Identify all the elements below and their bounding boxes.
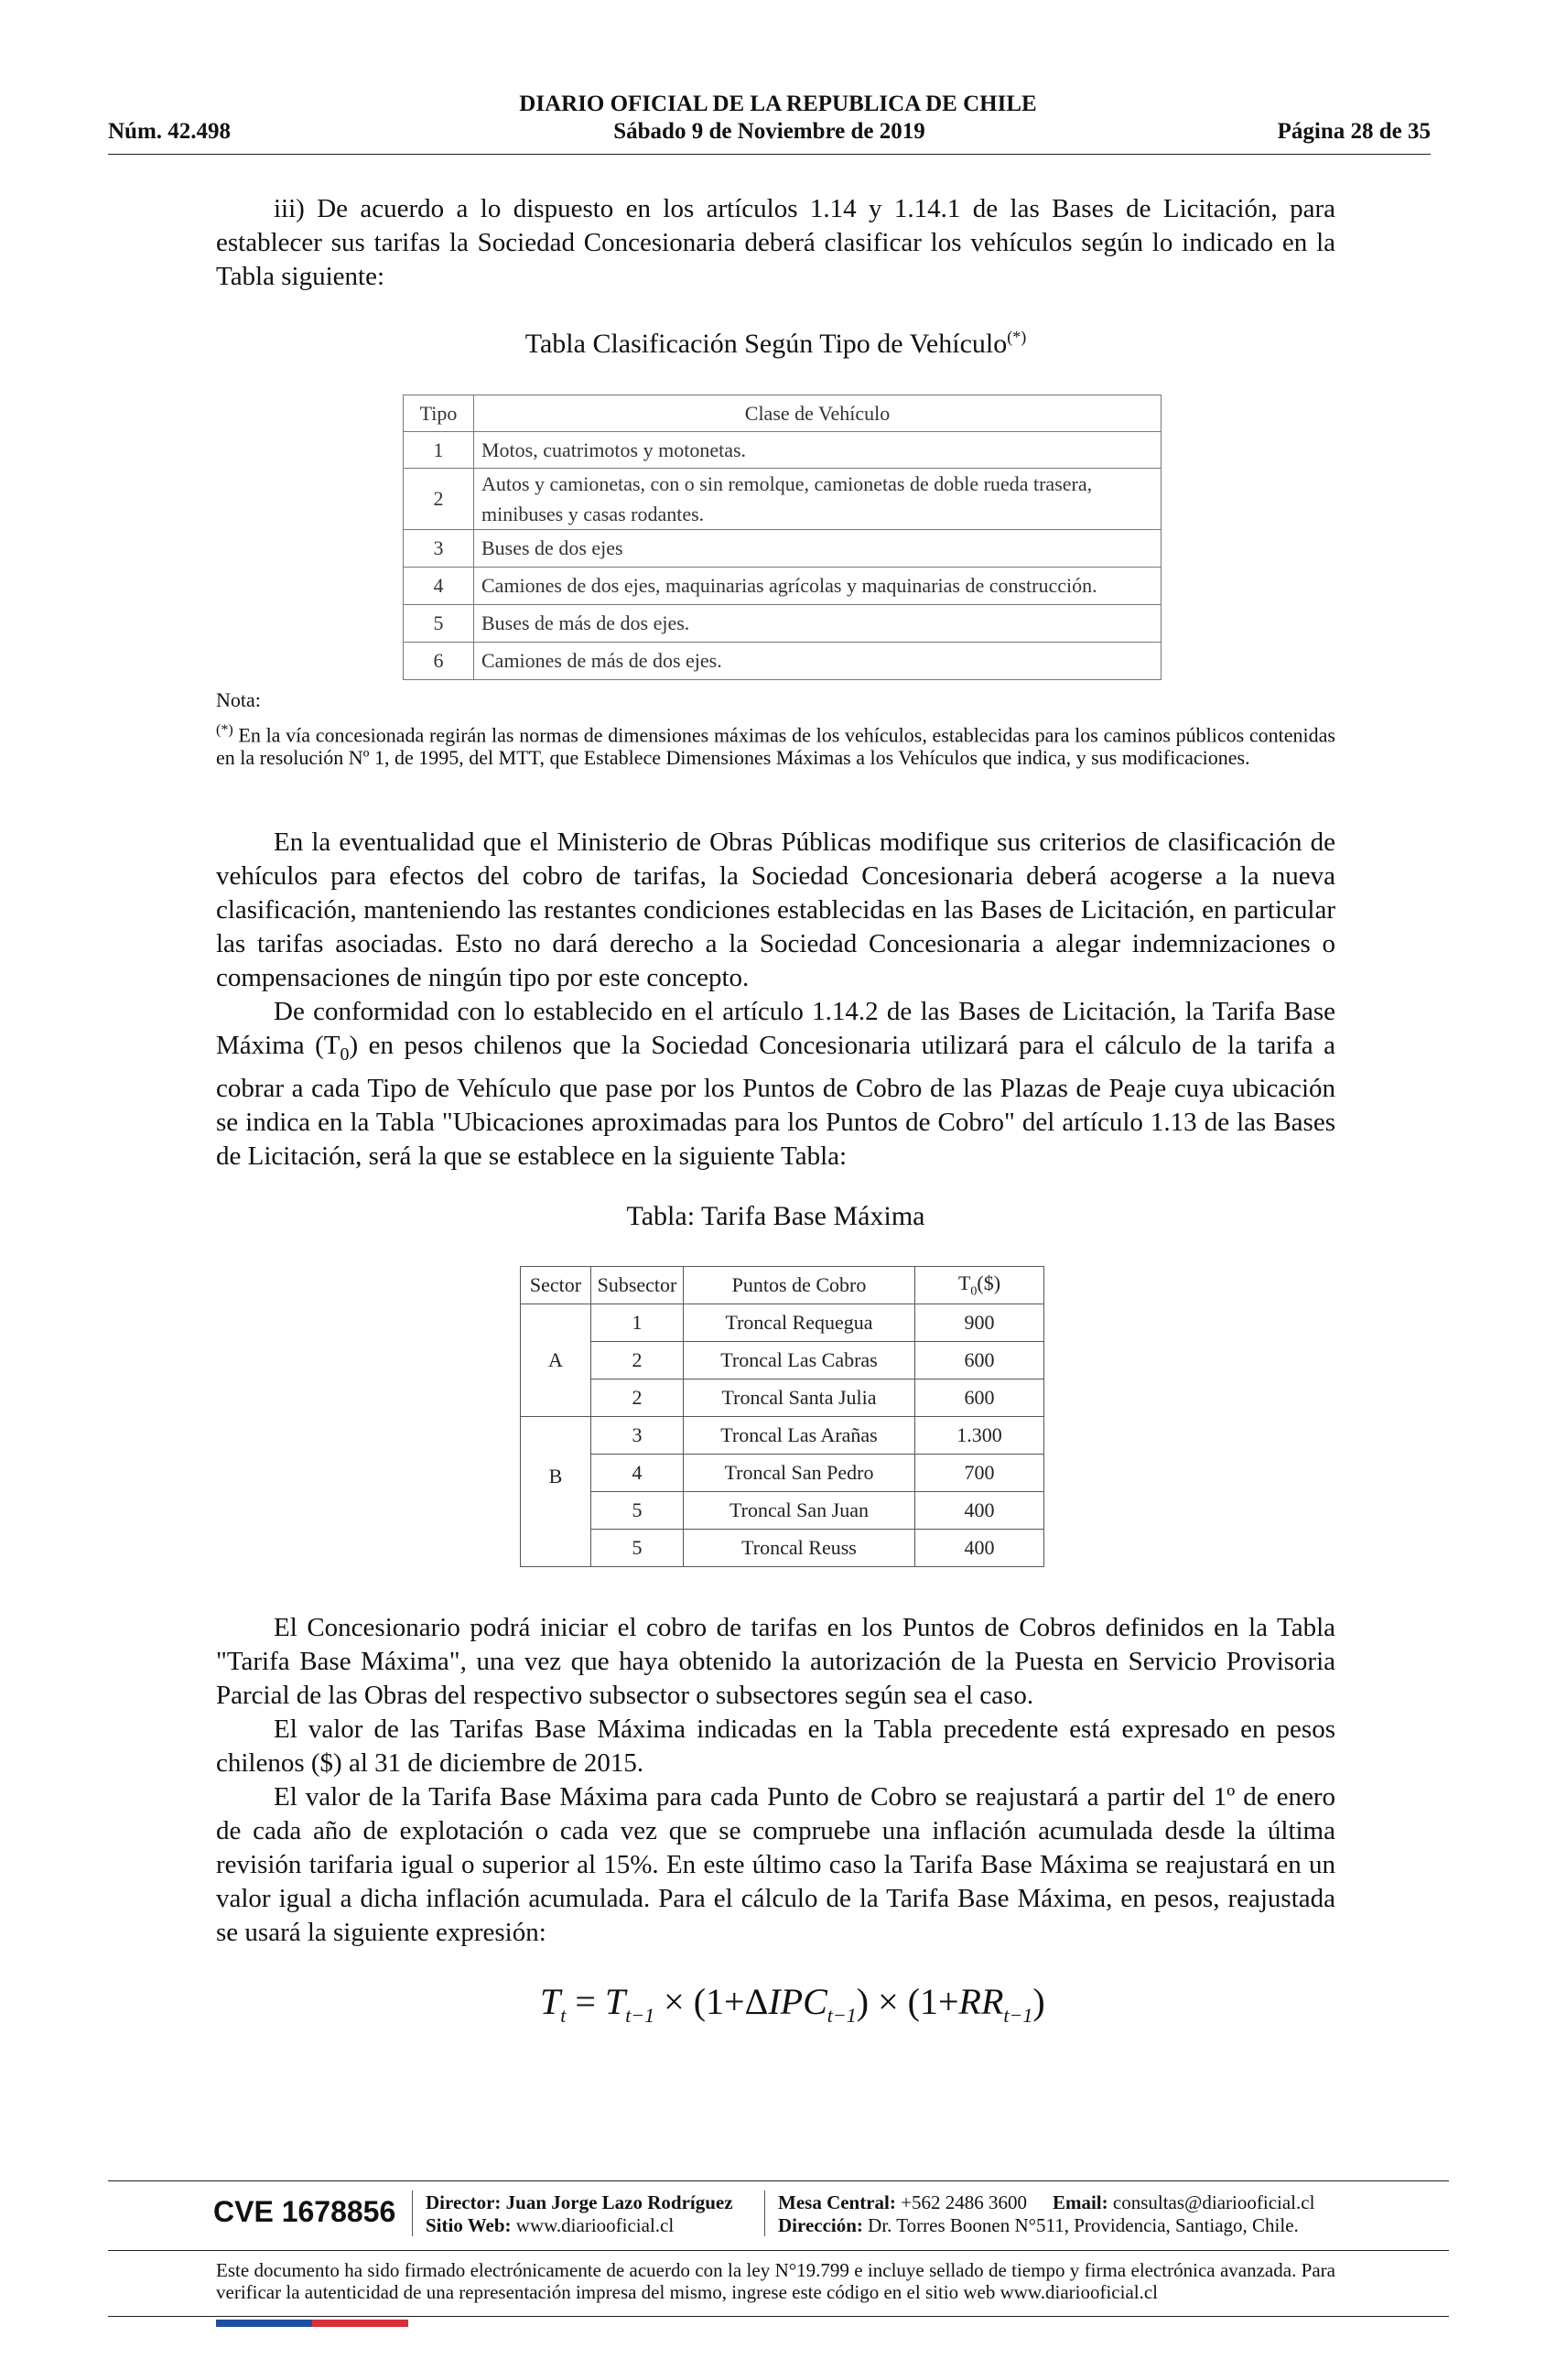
footer-director-block — [426, 2191, 733, 2237]
note-body: En la vía concesionada regirán las normas de dimensiones máximas de los vehículos, establecidas para los caminos públicos contenidas en la resolución Nº 1, de 1995, del MTT, que Establece Dimensiones Máximas a los Vehículos que indica, y sus modificaciones. — [216, 723, 1335, 770]
tipo-cell: 4 — [404, 568, 474, 605]
table-row — [521, 1530, 1044, 1567]
paragraph-inicio-cobro: El Concesionario podrá iniciar el cobro de tarifas en los Puntos de Cobros definidos en la Tabla "Tarifa Base Máxima", una vez que haya obtenido la autorización de la Puesta en Servicio Provisoria Parcial de las Obras del respectivo subsector o subsectores según sea el caso. — [216, 1613, 1335, 1710]
formula-ipc-sub: t−1 — [827, 2004, 857, 2027]
flag-stripe-blue — [216, 2320, 312, 2327]
newspaper-title: DIARIO OFICIAL DE LA REPUBLICA DE CHILE — [519, 92, 1037, 116]
table-row — [521, 1492, 1044, 1530]
subsector-cell: 4 — [591, 1455, 684, 1492]
clase-cell: Buses de dos ejes — [474, 530, 1162, 568]
subsector-cell: 5 — [591, 1492, 684, 1530]
formula-rr: RR — [958, 1981, 1004, 2022]
t0-cell: 700 — [915, 1455, 1044, 1492]
table-row — [521, 1342, 1044, 1379]
formula-equals: = — [575, 1981, 596, 2022]
email-link[interactable]: consultas@diariooficial.cl — [1112, 2191, 1315, 2213]
table-row — [521, 1304, 1044, 1342]
punto-cell: Troncal San Juan — [684, 1492, 915, 1530]
legal-notice: Este documento ha sido firmado electrónicamente de acuerdo con la ley N°19.799 e incluye sellado de tiempo y firma electrónica avanzada. Para verificar la autenticidad de una representación impresa del mismo, ingrese este código en el sitio web www.diariooficial.cl — [216, 2259, 1335, 2303]
vehicle-table-title-text: Tabla Clasificación Según Tipo de Vehículo — [524, 329, 1008, 359]
tipo-cell: 6 — [404, 643, 474, 680]
table-row — [404, 568, 1162, 605]
subsector-cell: 2 — [591, 1342, 684, 1379]
formula-t: T — [540, 1981, 561, 2022]
vehicle-classification-table — [403, 395, 1162, 680]
web-link[interactable]: www.diariooficial.cl — [515, 2214, 675, 2236]
table-row — [404, 605, 1162, 643]
footer-divider — [108, 2250, 1449, 2251]
paragraph-tarifa-base-part1: De conformidad con lo establecido en el artículo 1.14.2 de las Bases de Licitación, la Tarifa Base Máxima (T — [216, 997, 1335, 1060]
formula-ipc: IPC — [768, 1981, 827, 2022]
punto-cell: Troncal San Pedro — [684, 1455, 915, 1492]
formula-t-sub: t — [560, 2004, 567, 2027]
header-clase: Clase de Vehículo — [474, 395, 1162, 432]
paragraph-tarifa-base — [216, 995, 1335, 1174]
email-label: Email: — [1052, 2191, 1108, 2213]
t0-subscript: 0 — [340, 1044, 350, 1065]
header-puntos-cobro: Puntos de Cobro — [684, 1267, 915, 1304]
director-line — [426, 2191, 733, 2214]
formula-close: ) — [1032, 1981, 1045, 2022]
director-label: Director: — [426, 2191, 502, 2213]
table-row — [521, 1455, 1044, 1492]
footer-contact-block — [778, 2191, 1336, 2237]
table-row — [521, 1379, 1044, 1417]
table-row — [404, 469, 1162, 530]
tarifa-table-title: Tabla: Tarifa Base Máxima — [626, 1201, 925, 1231]
flag-stripe-red — [312, 2320, 408, 2327]
table-header-row — [521, 1267, 1044, 1304]
tipo-cell: 2 — [404, 469, 474, 530]
vehicle-table-title — [216, 328, 1335, 360]
formula-close: ) — [856, 1981, 870, 2022]
footer-separator — [412, 2191, 413, 2236]
table-row — [404, 643, 1162, 680]
punto-cell: Troncal Requegua — [684, 1304, 915, 1342]
contact-line — [778, 2191, 1336, 2214]
clase-cell: Camiones de más de dos ejes. — [474, 643, 1162, 680]
address-line — [778, 2214, 1336, 2237]
footer-bottom-rule — [108, 2316, 1449, 2317]
punto-cell: Troncal Las Arañas — [684, 1417, 915, 1455]
footer-separator — [764, 2191, 765, 2236]
table-row — [404, 432, 1162, 469]
tipo-cell: 5 — [404, 605, 474, 643]
address-label: Dirección: — [778, 2214, 863, 2236]
web-line — [426, 2214, 733, 2237]
t0-cell: 400 — [915, 1492, 1044, 1530]
t0-sub: 0 — [970, 1284, 978, 1299]
t0-cell: 400 — [915, 1530, 1044, 1567]
footer-divider — [108, 2180, 1449, 2181]
tipo-cell: 1 — [404, 432, 474, 469]
formula-times: × — [664, 1981, 685, 2022]
t0-cell: 600 — [915, 1342, 1044, 1379]
address-text: Dr. Torres Boonen N°511, Providencia, Santiago, Chile. — [868, 2214, 1299, 2236]
clase-cell: Camiones de dos ejes, maquinarias agrícolas y maquinarias de construcción. — [474, 568, 1162, 605]
header-sector: Sector — [521, 1267, 591, 1304]
paragraph-reajuste: El valor de la Tarifa Base Máxima para cada Punto de Cobro se reajustará a partir del 1º de enero de cada año de explotación o cada vez que se compruebe una inflación acumulada desde la última revisión tarifaria igual o superior al 15%. En este último caso la Tarifa Base Máxima se reajustará en un valor igual a dicha inflación acumulada. Para el cálculo de la Tarifa Base Máxima, en pesos, reajustada se usará la siguiente expresión: — [216, 1782, 1335, 1947]
tipo-cell: 3 — [404, 530, 474, 568]
paragraph-tarifa-base-part2: ) en pesos chilenos que la Sociedad Concesionaria utilizará para el cálculo de la tarifa a cobrar a cada Tipo de Vehículo que pase por los Puntos de Cobro de las Plazas de Peaje cuya ubicación se indica en la Tabla "Ubicaciones aproximadas para los Puntos de Cobro" del artículo 1.13 de las Bases de Licitación, será la que se establece en la siguiente Tabla: — [216, 1031, 1335, 1171]
formula-rr-sub: t−1 — [1003, 2004, 1033, 2027]
page-number: Página 28 de 35 — [1277, 119, 1431, 144]
formula-delta: Δ — [744, 1981, 769, 2022]
note-mark: (*) — [216, 722, 233, 738]
director-name: Juan Jorge Lazo Rodríguez — [505, 2191, 733, 2213]
formula-t-prev-sub: t−1 — [625, 2004, 655, 2027]
paragraph-valor-tarifas: El valor de las Tarifas Base Máxima indicadas en la Tabla precedente está expresado en pesos chilenos ($) al 31 de diciembre de 2015. — [216, 1715, 1335, 1778]
table-header-row — [404, 395, 1162, 432]
tarifa-base-maxima-table — [520, 1266, 1044, 1567]
table-row — [521, 1417, 1044, 1455]
t0-cell: 900 — [915, 1304, 1044, 1342]
formula-t-prev: T — [604, 1981, 626, 2022]
subsector-cell: 2 — [591, 1379, 684, 1417]
note-text — [216, 719, 1335, 769]
formula-open: (1+ — [693, 1981, 745, 2022]
note-label: Nota: — [216, 688, 261, 711]
t0-cell: 600 — [915, 1379, 1044, 1417]
issue-number: Núm. 42.498 — [108, 119, 232, 144]
issue-date: Sábado 9 de Noviembre de 2019 — [613, 119, 925, 144]
t0-label: T — [957, 1271, 971, 1294]
intro-paragraph: iii) De acuerdo a lo dispuesto en los artículos 1.14 y 1.14.1 de las Bases de Licitación, para establecer sus tarifas la Sociedad Concesionaria deberá clasificar los vehículos según lo indicado en la Tabla siguiente: — [216, 194, 1335, 291]
clase-cell: Motos, cuatrimotos y motonetas. — [474, 432, 1162, 469]
punto-cell: Troncal Santa Julia — [684, 1379, 915, 1417]
table-row — [404, 530, 1162, 568]
header-subsector: Subsector — [591, 1267, 684, 1304]
phone-label: Mesa Central: — [778, 2191, 896, 2213]
phone-number: +562 2486 3600 — [901, 2191, 1027, 2213]
t0-cell: 1.300 — [915, 1417, 1044, 1455]
sector-cell: A — [521, 1304, 591, 1417]
web-label: Sitio Web: — [426, 2214, 512, 2236]
paragraph-reclassification: En la eventualidad que el Ministerio de Obras Públicas modifique sus criterios de clasificación de vehículos para efectos del cobro de tarifas, la Sociedad Concesionaria deberá acogerse a la nueva clasificación, manteniendo las restantes condiciones establecidas en las Bases de Licitación, en particular las tarifas asociadas. Esto no dará derecho a la Sociedad Concesionaria a alegar indemnizaciones o compensaciones de ningún tipo por este concepto. — [216, 828, 1335, 992]
cve-code: CVE 1678856 — [213, 2195, 396, 2228]
formula-open: (1+ — [907, 1981, 959, 2022]
punto-cell: Troncal Reuss — [684, 1530, 915, 1567]
subsector-cell: 5 — [591, 1530, 684, 1567]
clase-cell: Autos y camionetas, con o sin remolque, camionetas de doble rueda trasera, minibuses y casas rodantes. — [474, 469, 1162, 530]
subsector-cell: 3 — [591, 1417, 684, 1455]
header-tipo: Tipo — [404, 395, 474, 432]
formula-times: × — [878, 1981, 899, 2022]
subsector-cell: 1 — [591, 1304, 684, 1342]
clase-cell: Buses de más de dos ejes. — [474, 605, 1162, 643]
header-divider — [108, 154, 1431, 155]
sector-cell: B — [521, 1417, 591, 1567]
reajuste-formula — [540, 1980, 1045, 2028]
vehicle-table-title-mark: (*) — [1007, 328, 1027, 346]
punto-cell: Troncal Las Cabras — [684, 1342, 915, 1379]
header-t0 — [915, 1267, 1044, 1304]
t0-unit: ($) — [977, 1271, 1001, 1294]
